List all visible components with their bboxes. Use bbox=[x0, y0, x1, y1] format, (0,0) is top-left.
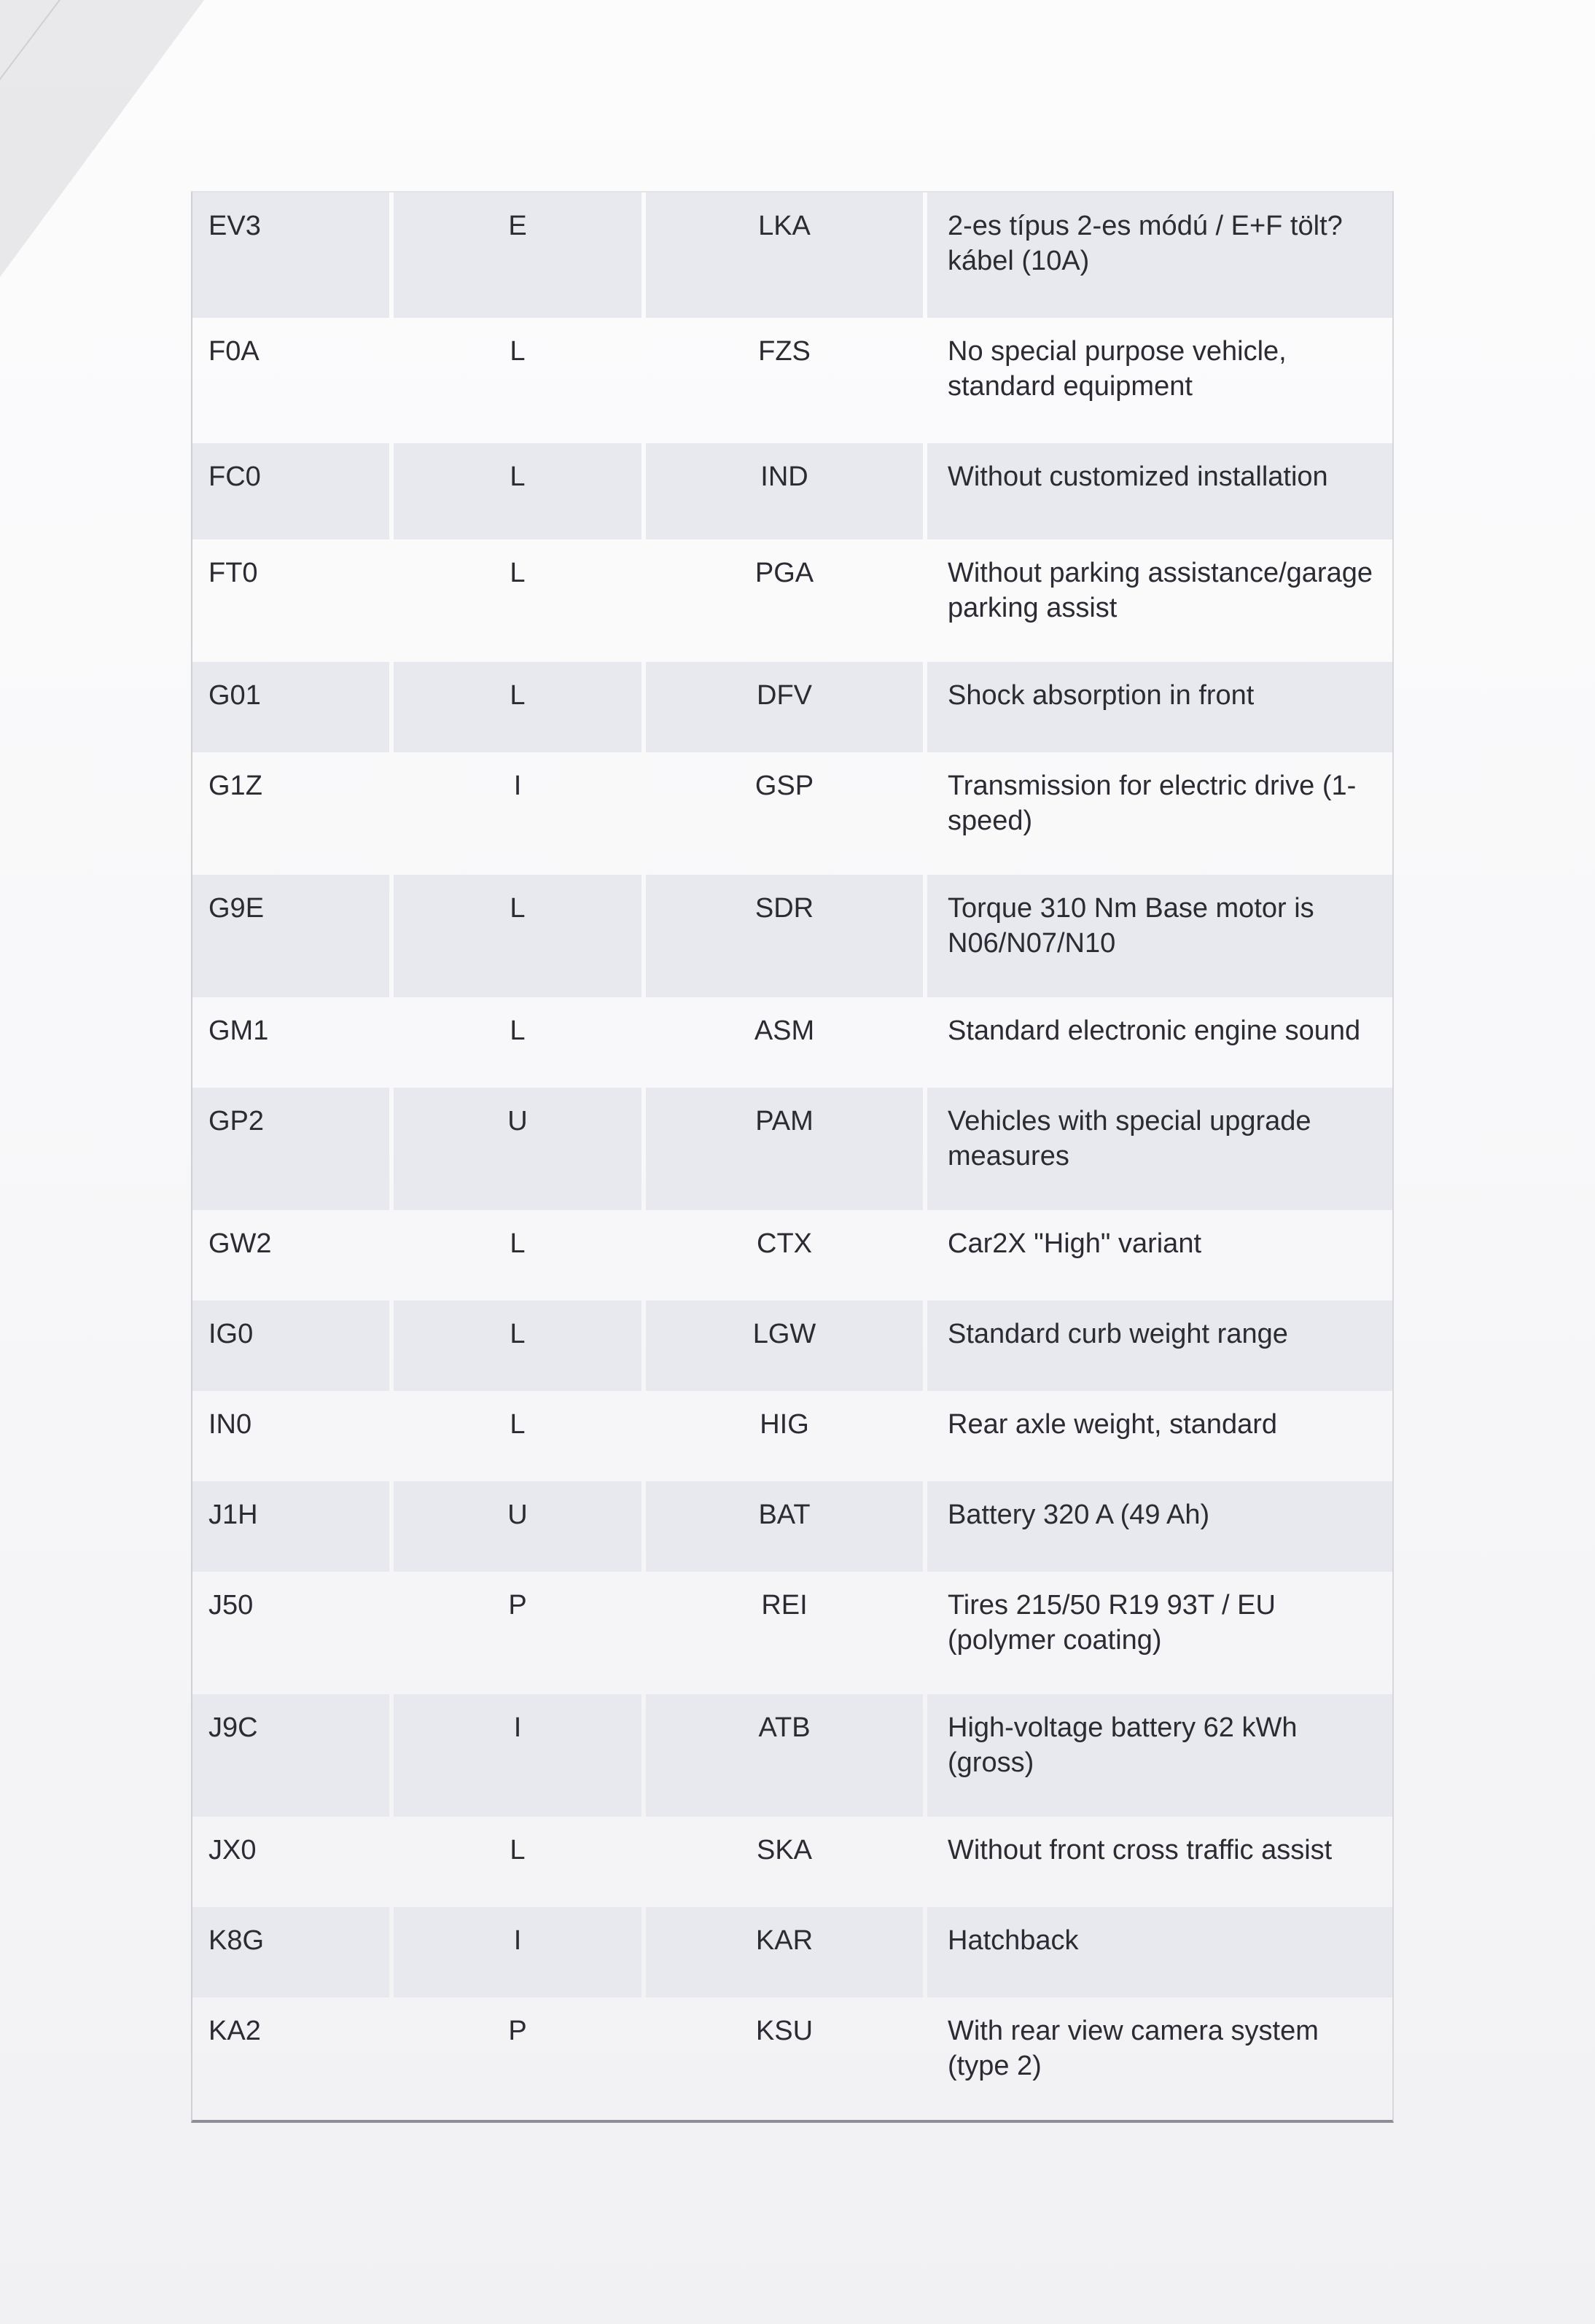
option-group-cell: LGW bbox=[646, 1301, 923, 1391]
option-code-cell: GM1 bbox=[208, 1015, 269, 1046]
option-description-cell: Torque 310 Nm Base motor is N06/N07/N10 bbox=[927, 875, 1392, 997]
option-group-cell: GSP bbox=[754, 771, 814, 801]
table-row bbox=[192, 443, 1392, 539]
option-type-cell: L bbox=[394, 1301, 641, 1391]
table-row bbox=[192, 1817, 1392, 1907]
option-group-cell: IND bbox=[646, 443, 923, 539]
page-fold-corner bbox=[0, 0, 204, 277]
table-row bbox=[192, 318, 1392, 443]
option-description-cell: Car2X "High" variant bbox=[948, 1228, 1202, 1259]
option-type-cell: L bbox=[510, 558, 526, 588]
option-group-cell: SDR bbox=[646, 875, 923, 997]
option-group-cell: ASM bbox=[754, 1015, 815, 1046]
option-code-cell: JX0 bbox=[208, 1835, 257, 1865]
equipment-code-table bbox=[191, 191, 1394, 2123]
option-code-cell: GP2 bbox=[192, 1088, 389, 1210]
option-group-cell: REI bbox=[761, 1590, 808, 1621]
table-row bbox=[192, 1907, 1392, 1997]
option-type-cell: E bbox=[394, 192, 641, 318]
table-row bbox=[192, 1391, 1392, 1481]
option-description-cell: Vehicles with special upgrade measures bbox=[927, 1088, 1392, 1210]
option-group-cell: KSU bbox=[755, 2016, 814, 2046]
option-type-cell: P bbox=[508, 1590, 527, 1621]
option-group-cell: ATB bbox=[646, 1694, 923, 1817]
option-code-cell: FT0 bbox=[208, 558, 258, 588]
table-row bbox=[192, 1481, 1392, 1572]
option-code-cell: G1Z bbox=[208, 771, 262, 801]
option-group-cell: LKA bbox=[646, 192, 923, 318]
option-group-cell: PAM bbox=[646, 1088, 923, 1210]
option-type-cell: L bbox=[510, 1409, 526, 1440]
option-type-cell: U bbox=[394, 1088, 641, 1210]
table-row bbox=[192, 192, 1392, 318]
option-code-cell: J9C bbox=[192, 1694, 389, 1817]
option-description-cell: Rear axle weight, standard bbox=[948, 1409, 1278, 1440]
table-row bbox=[192, 1210, 1392, 1301]
option-description-cell: With rear view camera system (type 2) bbox=[948, 2016, 1319, 2081]
option-code-cell: G01 bbox=[192, 662, 389, 752]
table-row bbox=[192, 1301, 1392, 1391]
option-code-cell: EV3 bbox=[192, 192, 389, 318]
table-row bbox=[192, 997, 1392, 1088]
option-code-cell: IG0 bbox=[192, 1301, 389, 1391]
option-code-cell: J50 bbox=[208, 1590, 254, 1621]
table-row bbox=[192, 1572, 1392, 1694]
option-description-cell: Without customized installation bbox=[927, 443, 1392, 539]
option-type-cell: I bbox=[394, 1694, 641, 1817]
option-group-cell: FZS bbox=[758, 336, 811, 367]
option-group-cell: SKA bbox=[756, 1835, 813, 1865]
table-row bbox=[192, 752, 1392, 875]
option-type-cell: L bbox=[510, 1835, 526, 1865]
option-description-cell: Tires 215/50 R19 93T / EU (polymer coating) bbox=[948, 1590, 1276, 1656]
option-type-cell: L bbox=[510, 336, 526, 367]
table-row bbox=[192, 875, 1392, 997]
option-code-cell: G9E bbox=[192, 875, 389, 997]
option-type-cell: L bbox=[394, 443, 641, 539]
option-type-cell: P bbox=[508, 2016, 527, 2046]
option-description-cell: Standard curb weight range bbox=[927, 1301, 1392, 1391]
option-type-cell: I bbox=[513, 771, 522, 801]
option-code-cell: J1H bbox=[192, 1481, 389, 1572]
option-type-cell: I bbox=[394, 1907, 641, 1997]
option-description-cell: Battery 320 A (49 Ah) bbox=[927, 1481, 1392, 1572]
option-code-cell: FC0 bbox=[192, 443, 389, 539]
option-group-cell: CTX bbox=[757, 1228, 812, 1259]
option-code-cell: K8G bbox=[192, 1907, 389, 1997]
table-row bbox=[192, 1694, 1392, 1817]
option-description-cell: No special purpose vehicle, standard equipment bbox=[948, 336, 1287, 402]
option-type-cell: U bbox=[394, 1481, 641, 1572]
option-description-cell: Shock absorption in front bbox=[927, 662, 1392, 752]
option-group-cell: KAR bbox=[646, 1907, 923, 1997]
table-row bbox=[192, 1997, 1392, 2120]
option-group-cell: PGA bbox=[754, 558, 814, 588]
table-row bbox=[192, 539, 1392, 662]
option-group-cell: HIG bbox=[760, 1409, 809, 1440]
option-code-cell: F0A bbox=[208, 336, 260, 367]
option-description-cell: Standard electronic engine sound bbox=[948, 1015, 1361, 1046]
option-description-cell: 2-es típus 2-es módú / E+F tölt?kábel (10A) bbox=[927, 192, 1392, 318]
option-description-cell: Transmission for electric drive (1-speed) bbox=[948, 771, 1357, 836]
table-row bbox=[192, 1088, 1392, 1210]
option-group-cell: DFV bbox=[646, 662, 923, 752]
option-type-cell: L bbox=[510, 1228, 526, 1259]
option-description-cell: Without front cross traffic assist bbox=[948, 1835, 1333, 1865]
option-type-cell: L bbox=[394, 662, 641, 752]
option-code-cell: IN0 bbox=[208, 1409, 252, 1440]
option-type-cell: L bbox=[510, 1015, 526, 1046]
option-group-cell: BAT bbox=[646, 1481, 923, 1572]
option-description-cell: Hatchback bbox=[927, 1907, 1392, 1997]
option-description-cell: High-voltage battery 62 kWh (gross) bbox=[927, 1694, 1392, 1817]
option-description-cell: Without parking assistance/garage parking assist bbox=[948, 558, 1373, 623]
table-row bbox=[192, 662, 1392, 752]
option-code-cell: GW2 bbox=[208, 1228, 272, 1259]
option-type-cell: L bbox=[394, 875, 641, 997]
option-code-cell: KA2 bbox=[208, 2016, 261, 2046]
